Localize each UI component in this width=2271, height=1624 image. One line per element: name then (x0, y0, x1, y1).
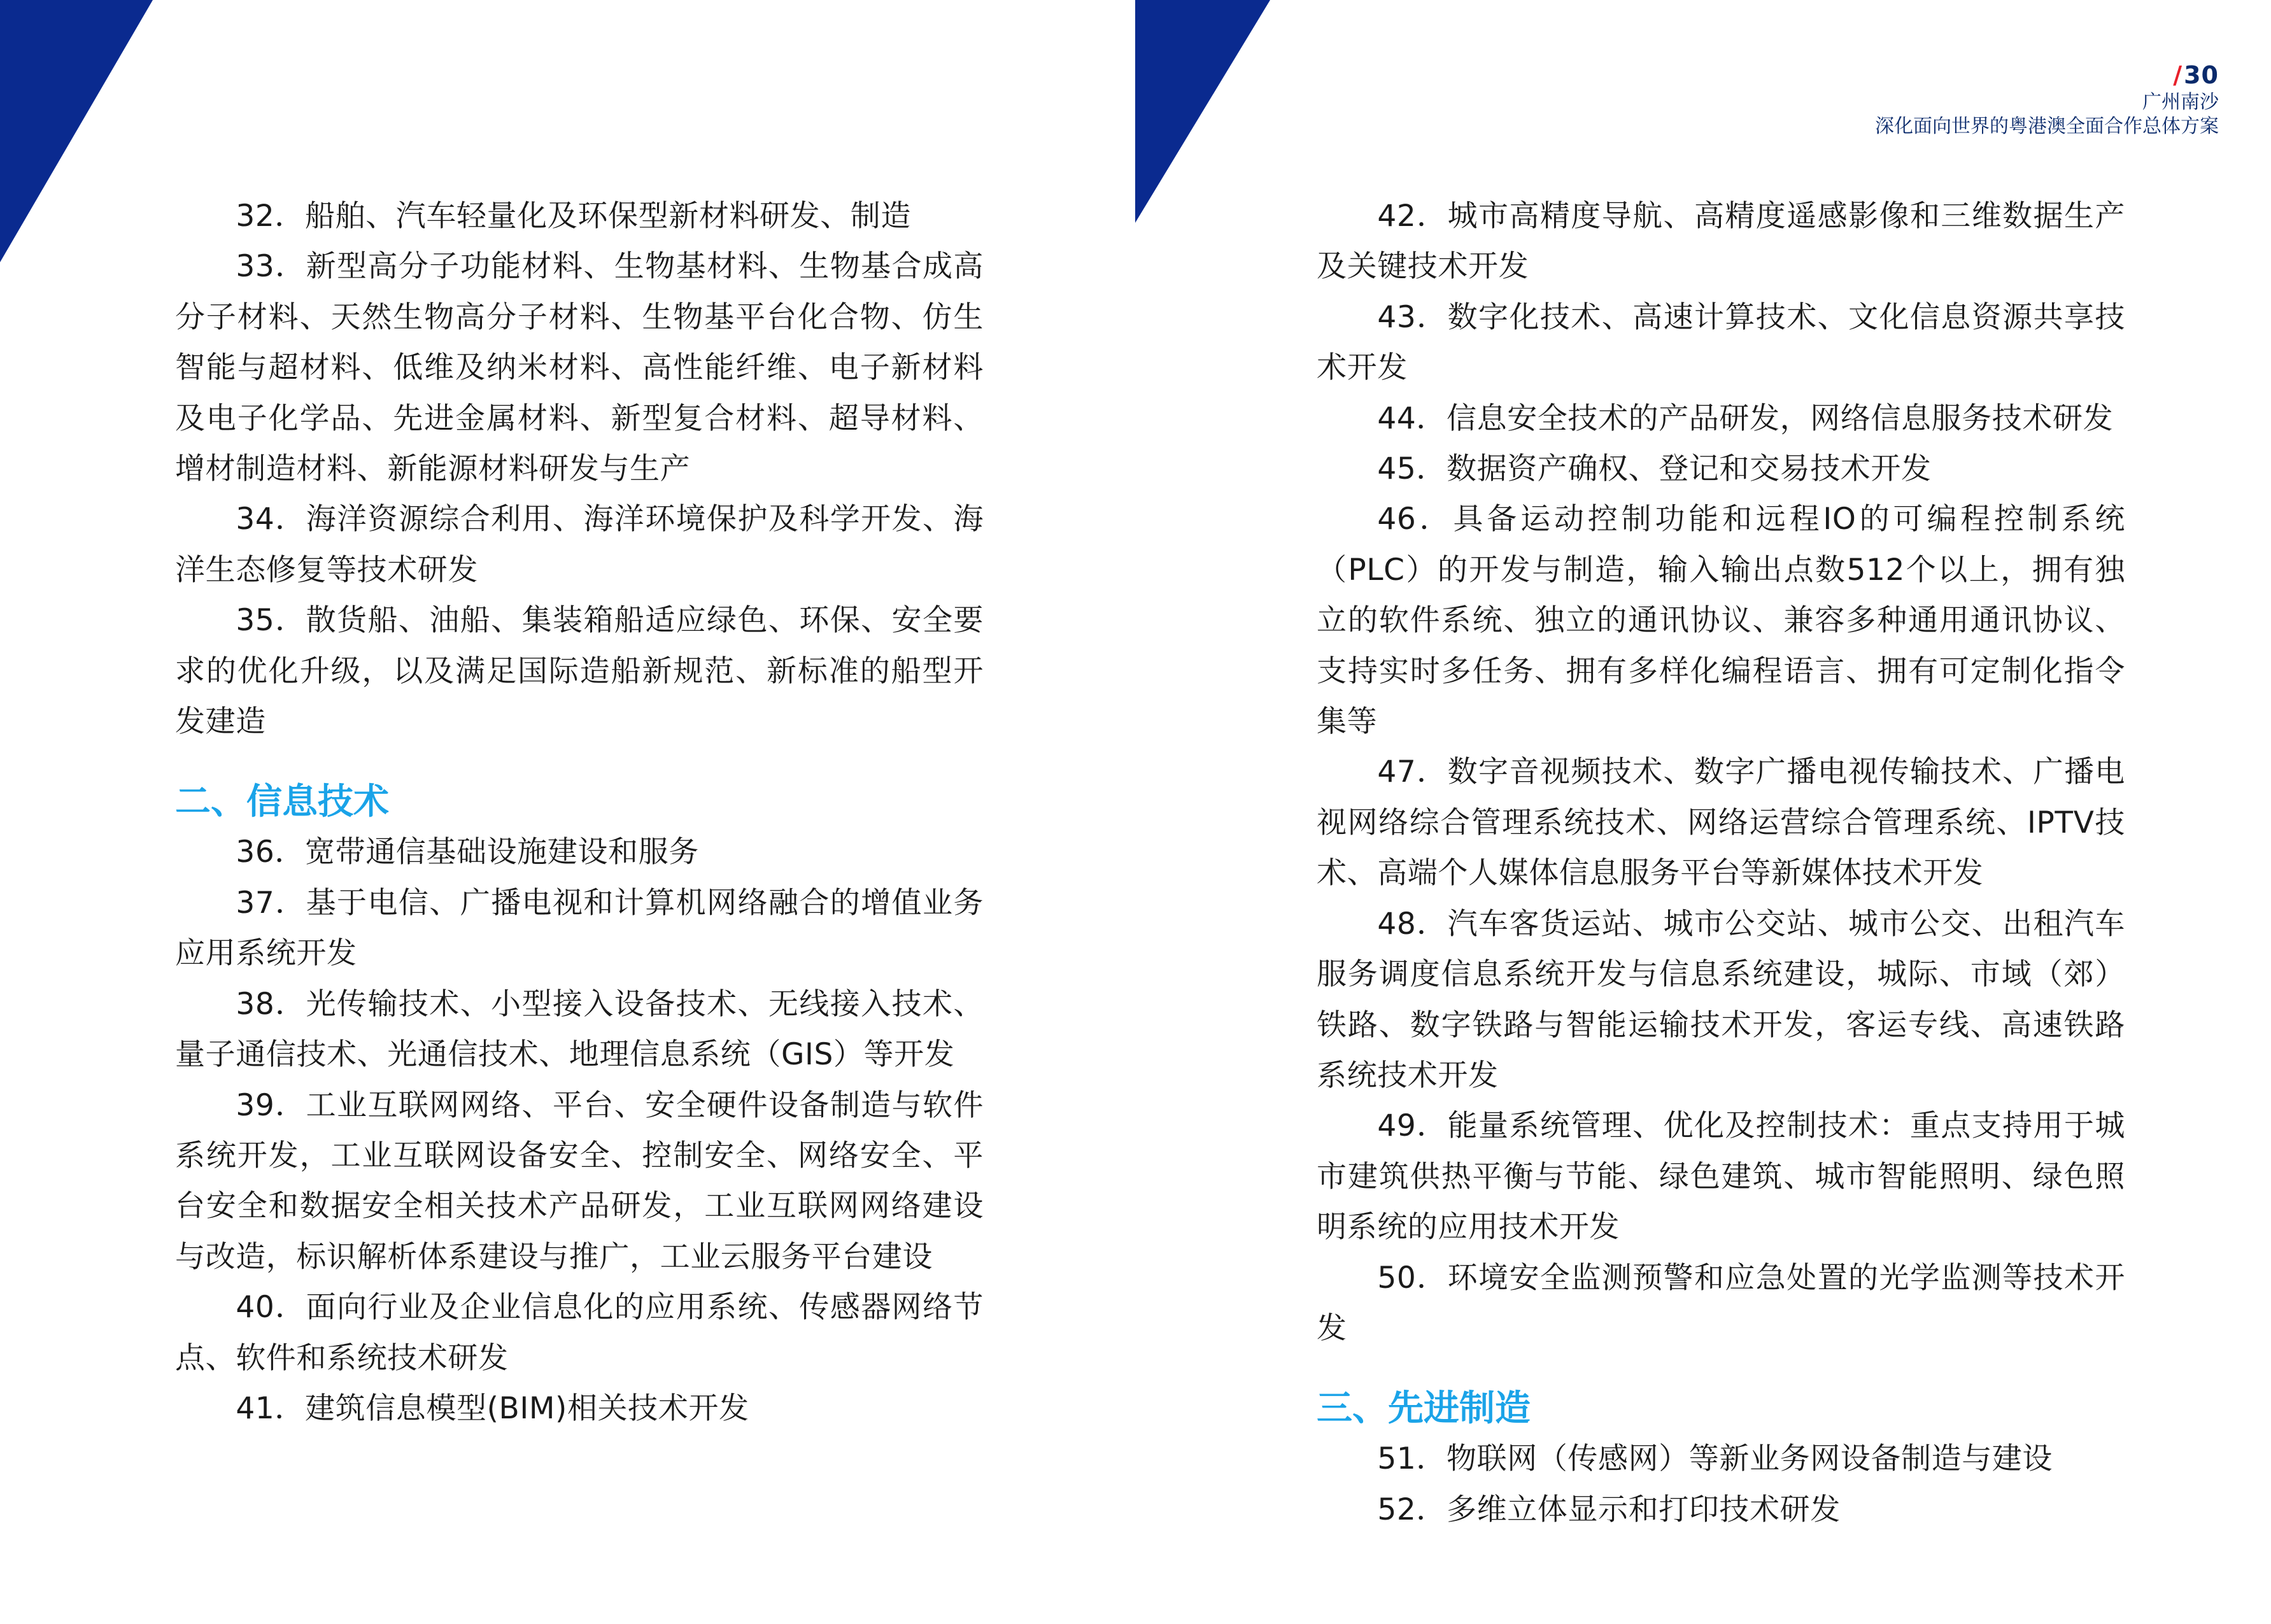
list-item: 46．具备运动控制功能和远程IO的可编程控制系统（PLC）的开发与制造，输入输出点数512个以上，拥有独立的软件系统、独立的通讯协议、兼容多种通用通讯协议、支持实时多任务、拥有多样化编程语言、拥有可定制化指令集等 (1317, 502, 2125, 740)
list-item: 36．宽带通信基础设施建设和服务 (236, 835, 699, 870)
list-item: 47．数字音视频技术、数字广播电视传输技术、广播电视网络综合管理系统技术、网络运营综合管理系统、IPTV技术、高端个人媒体信息服务平台等新媒体技术开发 (1317, 754, 2125, 891)
list-item: 41．建筑信息模型(BIM)相关技术开发 (236, 1390, 749, 1426)
list-item: 49．能量系统管理、优化及控制技术：重点支持用于城市建筑供热平衡与节能、绿色建筑、城市智能照明、绿色照明系统的应用技术开发 (1317, 1108, 2125, 1245)
list-item: 32．船舶、汽车轻量化及环保型新材料研发、制造 (236, 199, 912, 234)
list-item: 45．数据资产确权、登记和交易技术开发 (1377, 451, 1932, 487)
list-item: 33．新型高分子功能材料、生物基材料、生物基合成高分子材料、天然生物高分子材料、生物基平台化合物、仿生智能与超材料、低维及纳米材料、高性能纤维、电子新材料及电子化学品、先进金属材料、新型复合材料、超导材料、增材制造材料、新能源材料研发与生产 (175, 249, 984, 487)
list-item: 44．信息安全技术的产品研发，网络信息服务技术研发 (1377, 400, 2114, 436)
list-item: 34．海洋资源综合利用、海洋环境保护及科学开发、海洋生态修复等技术研发 (175, 502, 984, 588)
left-page (0, 0, 1135, 1624)
header-location: 广州南沙 (2142, 91, 2219, 113)
list-item: 38．光传输技术、小型接入设备技术、无线接入技术、量子通信技术、光通信技术、地理信息系统（GIS）等开发 (175, 986, 984, 1073)
header-document-title: 深化面向世界的粤港澳全面合作总体方案 (1875, 115, 2219, 138)
list-item: 37．基于电信、广播电视和计算机网络融合的增值业务应用系统开发 (175, 885, 984, 971)
list-item: 52．多维立体显示和打印技术研发 (1377, 1492, 1841, 1527)
blue-diagonal-corner-icon (0, 0, 166, 267)
slash-icon: / (2173, 61, 2183, 89)
right-text-column (1317, 191, 2125, 1535)
list-item: 43．数字化技术、高速计算技术、文化信息资源共享技术开发 (1317, 299, 2125, 386)
section-heading-info-tech: 二、信息技术 (175, 781, 389, 823)
list-item: 51．物联网（传感网）等新业务网设备制造与建设 (1377, 1441, 2053, 1477)
page-number-value: 30 (2184, 61, 2219, 89)
list-item: 42．城市高精度导航、高精度遥感影像和三维数据生产及关键技术开发 (1317, 199, 2125, 285)
right-page (1135, 0, 2271, 1624)
list-item: 50．环境安全监测预警和应急处置的光学监测等技术开发 (1317, 1260, 2125, 1346)
blue-diagonal-corner-icon (1135, 0, 1301, 229)
list-item: 48．汽车客货运站、城市公交站、城市公交、出租汽车服务调度信息系统开发与信息系统建设，城际、市域（郊）铁路、数字铁路与智能运输技术开发，客运专线、高速铁路系统技术开发 (1317, 906, 2125, 1093)
list-item: 40．面向行业及企业信息化的应用系统、传感器网络节点、软件和系统技术研发 (175, 1290, 984, 1376)
left-text-column (175, 191, 984, 1434)
page-number (1875, 60, 2219, 90)
section-heading-advanced-manufacturing: 三、先进制造 (1317, 1388, 1531, 1430)
list-item: 39．工业互联网网络、平台、安全硬件设备制造与软件系统开发，工业互联网设备安全、控制安全、网络安全、平台安全和数据安全相关技术产品研发，工业互联网网络建设与改造，标识解析体系建设与推广，工业云服务平台建设 (175, 1087, 984, 1274)
running-header (1875, 60, 2219, 139)
list-item: 35．散货船、油船、集装箱船适应绿色、环保、安全要求的优化升级，以及满足国际造船新规范、新标准的船型开发建造 (175, 603, 984, 740)
